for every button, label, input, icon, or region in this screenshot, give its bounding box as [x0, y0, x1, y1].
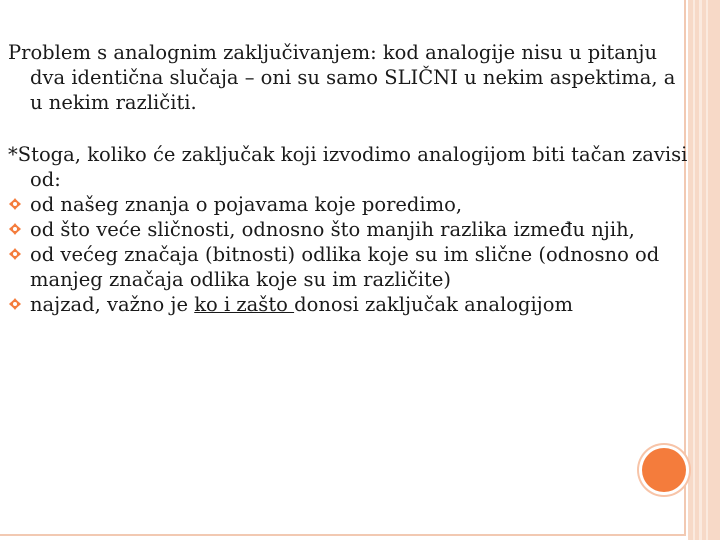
list-item — [8, 242, 688, 292]
list-item — [8, 192, 688, 217]
bullet-text: od našeg znanja o pojavama koje poredimo, — [30, 193, 463, 216]
list-item — [8, 292, 688, 317]
bullet-list — [8, 192, 688, 317]
bullet-text-after: donosi zaključak analogijom — [294, 293, 573, 316]
underlined-emphasis: ko i zašto — [194, 293, 295, 316]
orange-circle-decoration — [642, 448, 686, 492]
bullet-text-before: najzad, važno je — [30, 293, 195, 316]
flourish-bullet-icon — [8, 222, 22, 236]
intro-paragraph: Problem s analognim zaključivanjem: kod analogije nisu u pitanju dva identična slučaja – oni su samo SLIČNI u nekim aspektima, a u nekim različiti. — [8, 41, 676, 114]
band-line — [706, 0, 708, 540]
bullet-text: od većeg značaja (bitnosti) odlika koje su im slične (odnosno od manjeg značaja odlika koje su im različite) — [30, 243, 660, 291]
bullet-text: od što veće sličnosti, odnosno što manjih razlika između njih, — [30, 218, 635, 241]
conclusion-paragraph: *Stoga, koliko će zaključak koji izvodimo analogijom biti tačan zavisi od: — [8, 143, 688, 191]
band-line — [693, 0, 695, 540]
flourish-bullet-icon — [8, 197, 22, 211]
flourish-bullet-icon — [8, 297, 22, 311]
slide-content — [8, 40, 688, 317]
list-item — [8, 217, 688, 242]
band-line — [699, 0, 702, 540]
flourish-bullet-icon — [8, 247, 22, 261]
